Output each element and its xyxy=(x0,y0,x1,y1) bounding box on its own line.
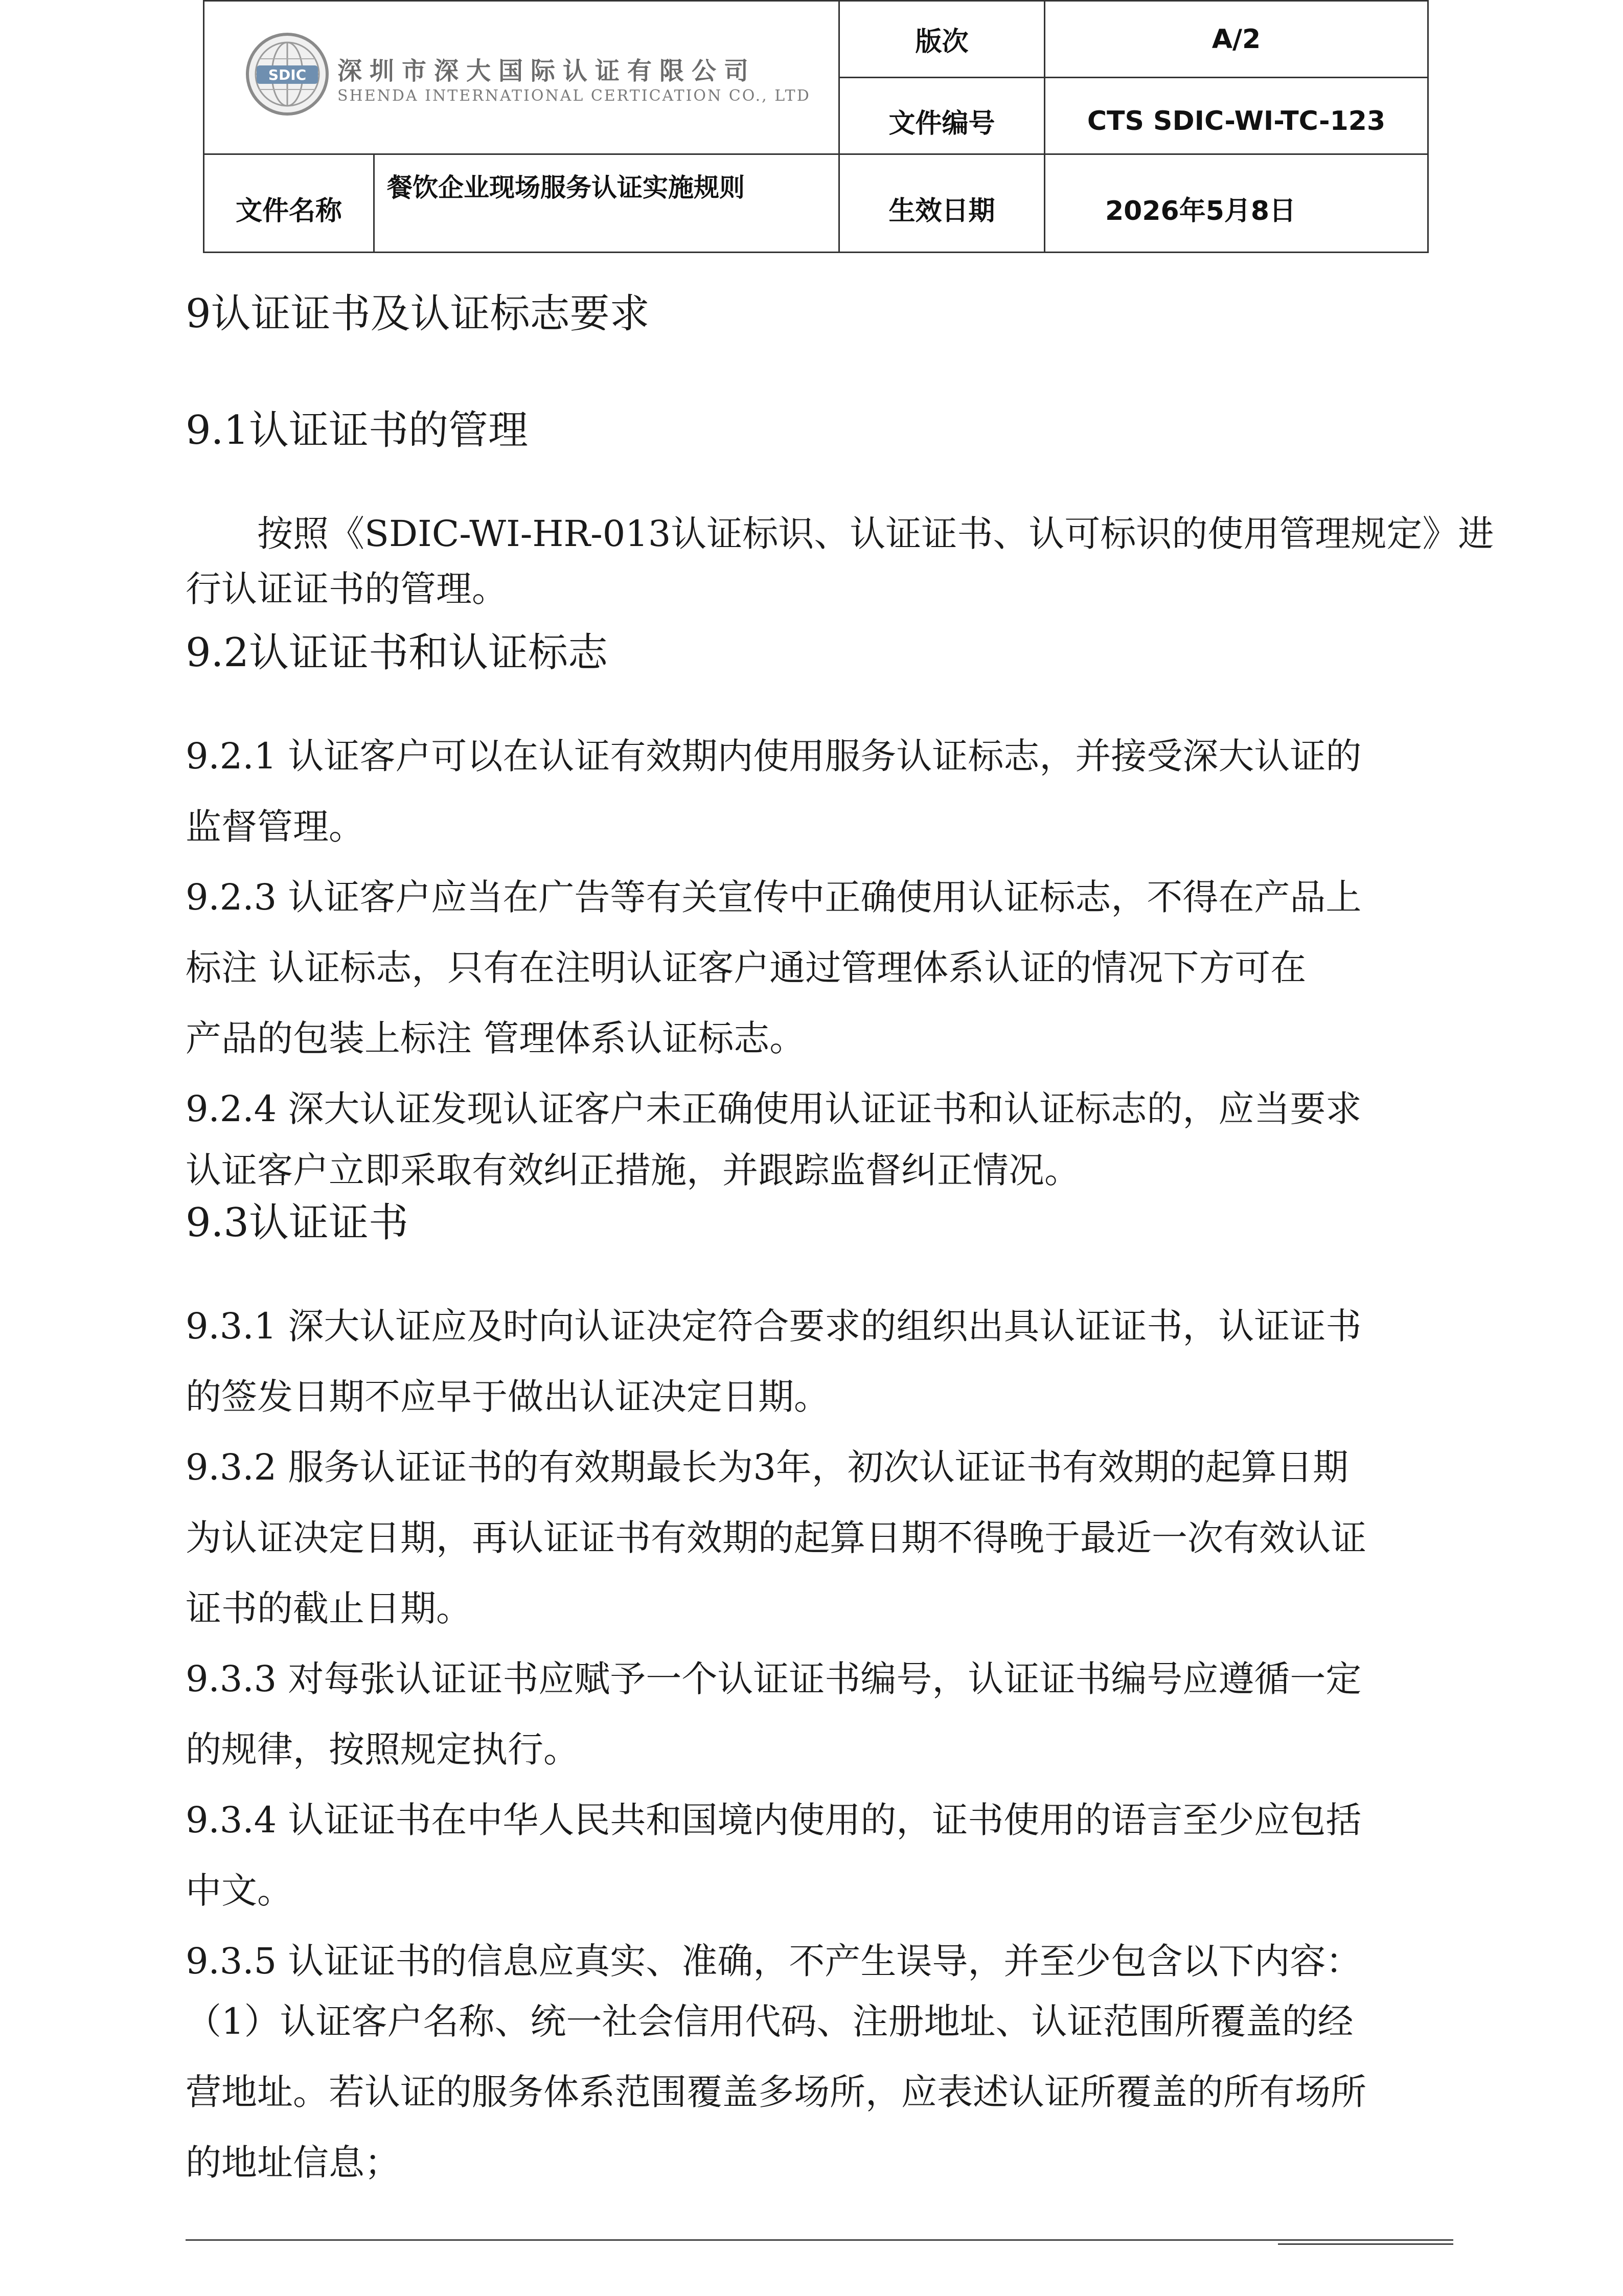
edition-value: A/2 xyxy=(1211,24,1261,55)
company-logo xyxy=(244,31,816,133)
paragraph-line: 9.3.5 认证证书的信息应真实、准确，不产生误导，并至少包含以下内容： xyxy=(186,1940,1362,1982)
paragraph-line: 证书的截止日期。 xyxy=(186,1587,472,1629)
sdic-globe-logo-icon xyxy=(244,31,331,118)
paragraph-line: （1）认证客户名称、统一社会信用代码、注册地址、认证范围所覆盖的经 xyxy=(186,2001,1354,2042)
paragraph-line: 营地址。若认证的服务体系范围覆盖多场所，应表述认证所覆盖的所有场所 xyxy=(186,2071,1366,2113)
paragraph-9-2-1 xyxy=(186,721,1464,862)
svg-text:SDIC: SDIC xyxy=(268,66,307,83)
paragraph-line: 的规律，按照规定执行。 xyxy=(186,1729,579,1770)
paragraph-line: 监督管理。 xyxy=(186,806,364,848)
footer-divider-short xyxy=(1278,2243,1453,2245)
paragraph-line: 标注 认证标志，只有在注明认证客户通过管理体系认证的情况下方可在 xyxy=(186,947,1307,989)
paragraph-line: 行认证证书的管理。 xyxy=(186,568,508,610)
company-name-zh: 深圳市深大国际认证有限公司 xyxy=(337,57,757,85)
effective-date-label: 生效日期 xyxy=(888,196,995,226)
paragraph-9-3-4 xyxy=(186,1785,1464,1926)
paragraph-9-3-3 xyxy=(186,1644,1464,1785)
footer-divider xyxy=(186,2239,1453,2241)
paragraph-9-2-3 xyxy=(186,862,1464,1074)
paragraph-line: 9.3.1 深大认证应及时向认证决定符合要求的组织出具认证证书，认证证书 xyxy=(186,1305,1362,1347)
paragraph-9-3-5 xyxy=(186,1926,1464,2198)
paragraph-9-1 xyxy=(186,498,1494,624)
paragraph-line: 9.3.3 对每张认证证书应赋予一个认证证书编号，认证证书编号应遵循一定 xyxy=(186,1658,1362,1700)
document-number-value: CTS SDIC-WI-TC-123 xyxy=(1087,105,1386,137)
paragraph-line: 为认证决定日期，再认证证书有效期的起算日期不得晚于最近一次有效认证 xyxy=(186,1517,1366,1559)
company-name-en: SHENDA INTERNATIONAL CERTICATION CO., LTD xyxy=(337,87,811,105)
section-heading-9-2: 9.2认证证书和认证标志 xyxy=(186,630,608,676)
paragraph-9-3-1 xyxy=(186,1291,1464,1432)
document-name-label: 文件名称 xyxy=(235,196,342,226)
paragraph-line: 9.2.3 认证客户应当在广告等有关宣传中正确使用认证标志，不得在产品上 xyxy=(186,876,1362,918)
paragraph-9-2-4 xyxy=(186,1074,1464,1206)
document-header-table xyxy=(203,0,1429,253)
document-name-value: 餐饮企业现场服务认证实施规则 xyxy=(387,173,745,202)
paragraph-line: 9.3.4 认证证书在中华人民共和国境内使用的，证书使用的语言至少应包括 xyxy=(186,1799,1362,1841)
paragraph-line: 9.2.1 认证客户可以在认证有效期内使用服务认证标志，并接受深大认证的 xyxy=(186,735,1362,777)
paragraph-line: 的签发日期不应早于做出认证决定日期。 xyxy=(186,1376,830,1418)
section-heading-9-1: 9.1认证证书的管理 xyxy=(186,407,529,453)
section-heading-9: 9认证证书及认证标志要求 xyxy=(186,291,650,337)
paragraph-line: 产品的包装上标注 管理体系认证标志。 xyxy=(186,1017,806,1059)
effective-date-value: 2026年5月8日 xyxy=(1105,196,1296,226)
paragraph-9-3-2 xyxy=(186,1432,1464,1644)
edition-label: 版次 xyxy=(915,27,969,57)
paragraph-line: 的地址信息； xyxy=(186,2142,400,2184)
paragraph-line: 认证客户立即采取有效纠正措施，并跟踪监督纠正情况。 xyxy=(186,1149,1080,1191)
document-number-label: 文件编号 xyxy=(888,108,995,139)
paragraph-line: 9.2.4 深大认证发现认证客户未正确使用认证证书和认证标志的，应当要求 xyxy=(186,1088,1362,1130)
paragraph-line: 按照《SDIC-WI-HR-013认证标识、认证证书、认可标识的使用管理规定》进 xyxy=(186,513,1494,555)
section-heading-9-3: 9.3认证证书 xyxy=(186,1200,409,1246)
paragraph-line: 9.3.2 服务认证证书的有效期最长为3年，初次认证证书有效期的起算日期 xyxy=(186,1446,1348,1488)
paragraph-line: 中文。 xyxy=(186,1870,293,1912)
